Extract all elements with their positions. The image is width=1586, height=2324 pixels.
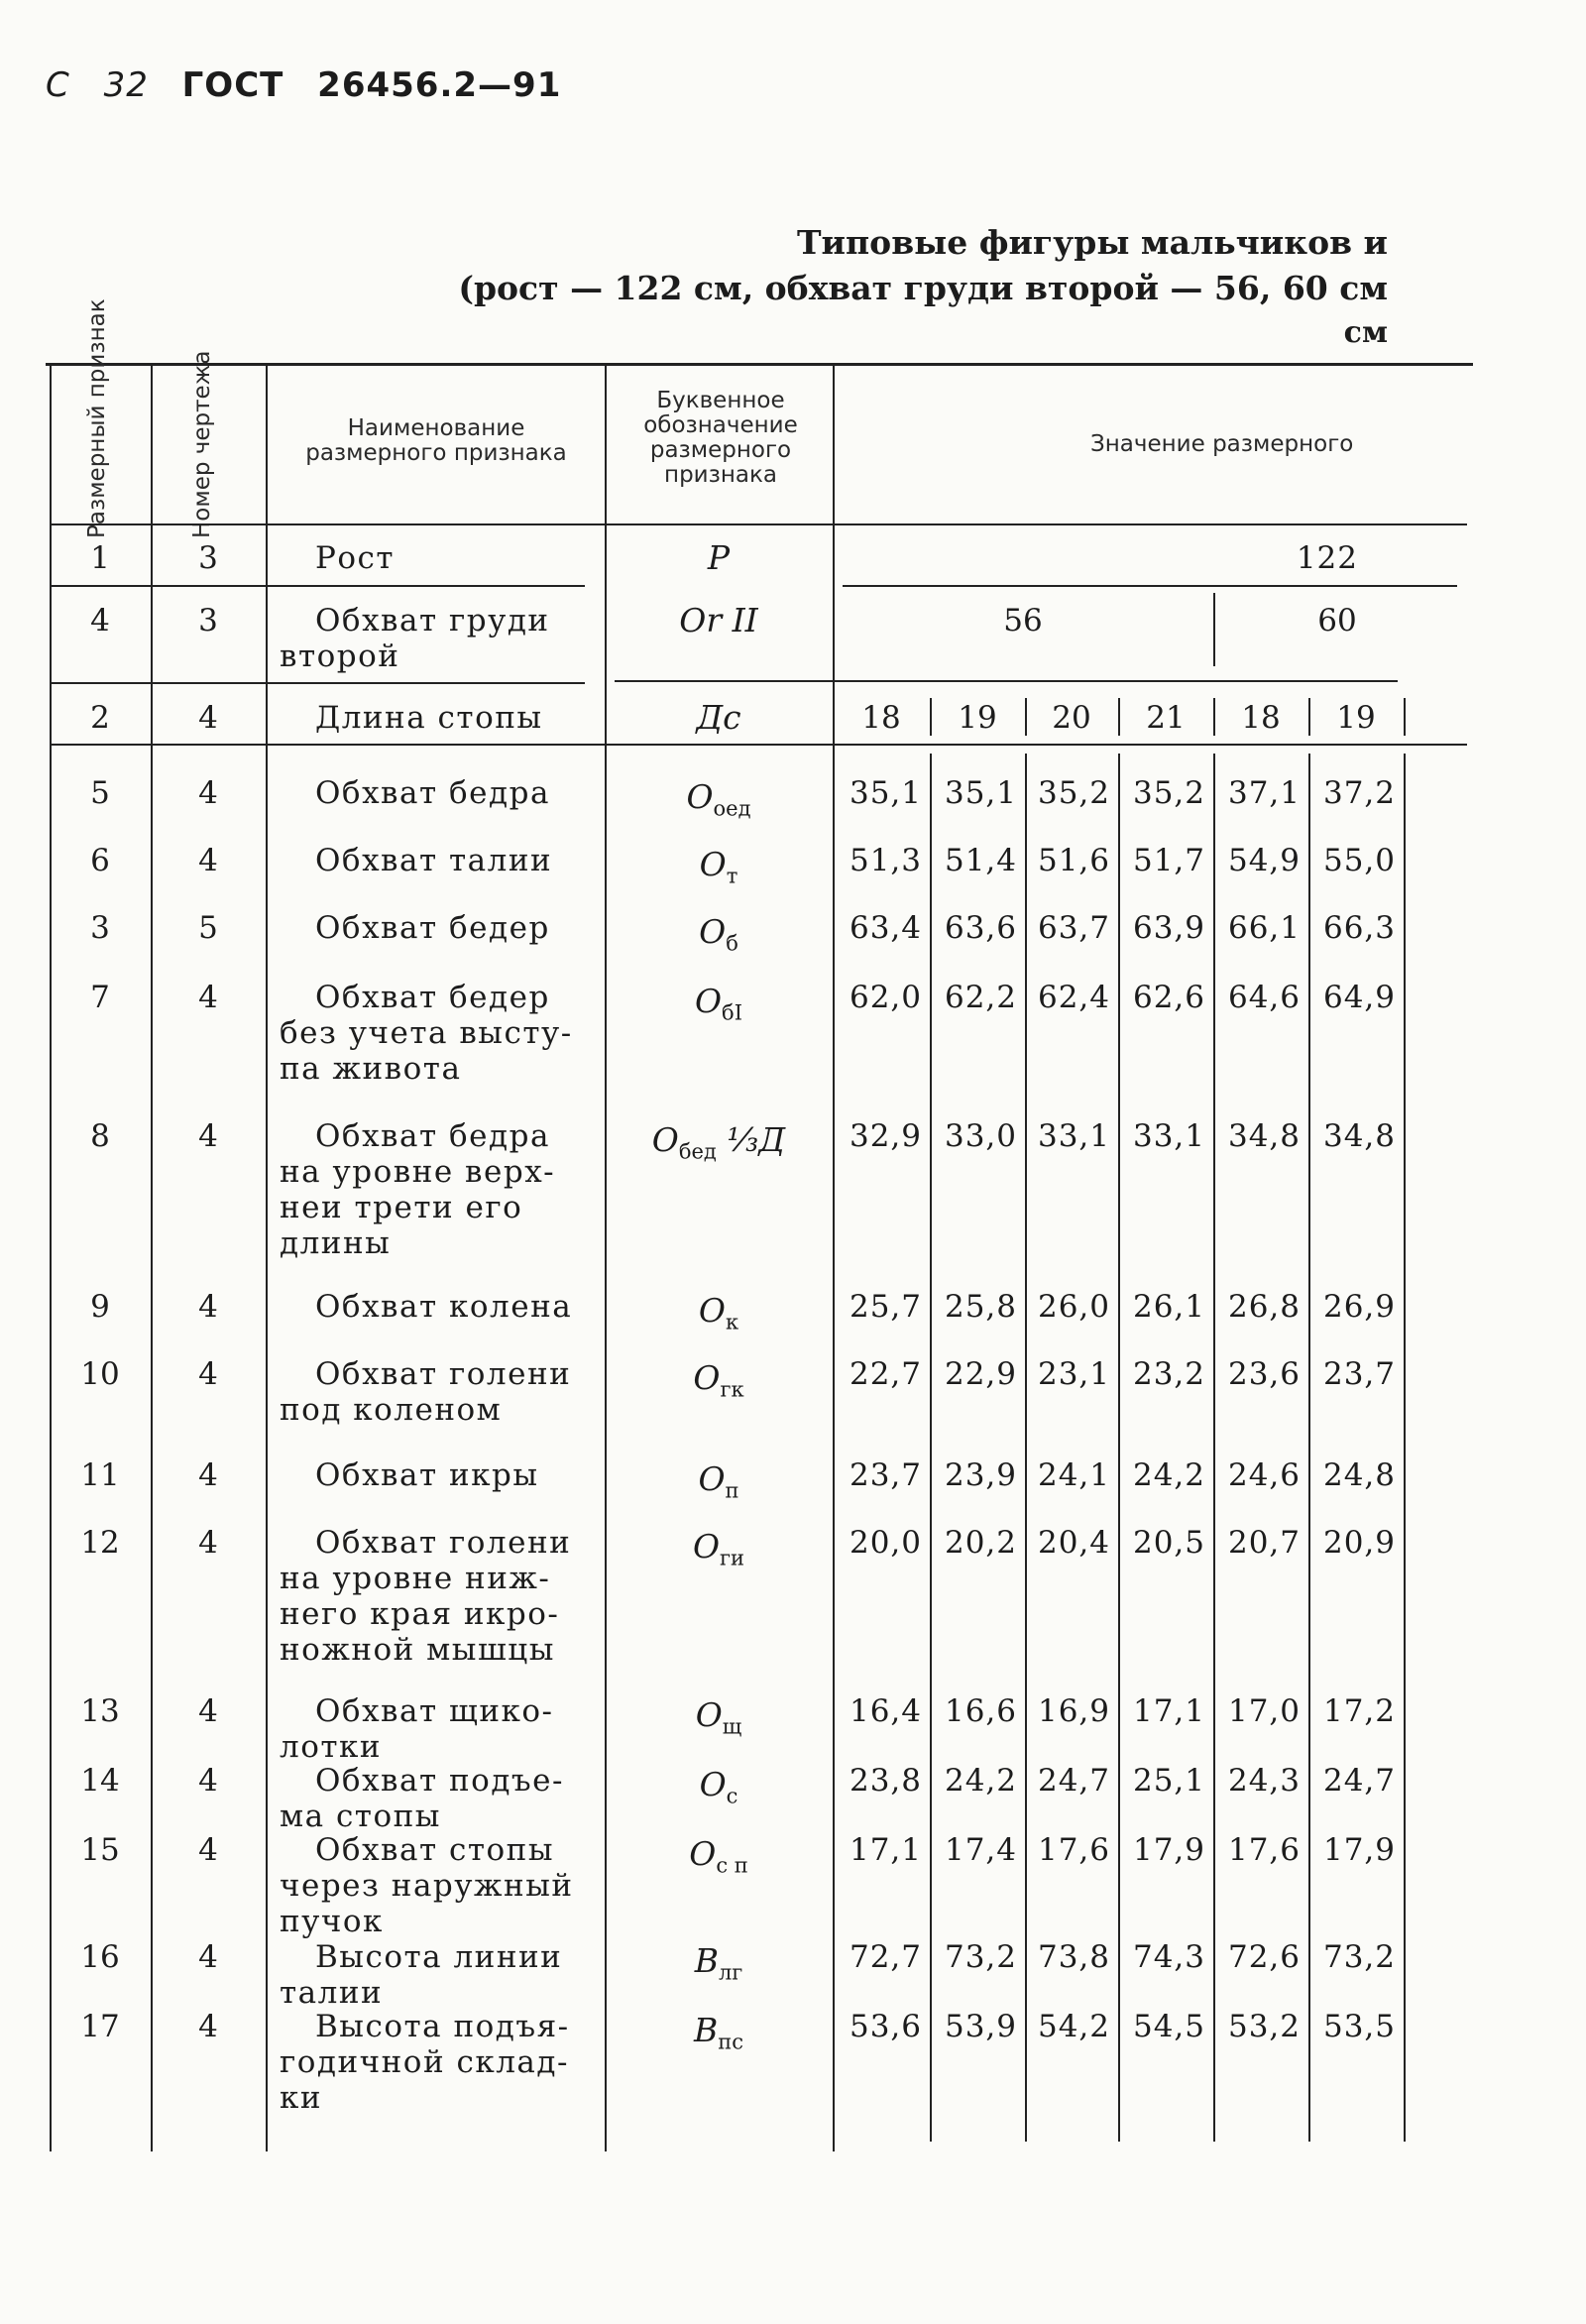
- row-name: Обхват щико-лотки: [280, 1693, 554, 1765]
- row-value: 53,9: [944, 2009, 1017, 2044]
- row-symbol: $В_{пс}$: [693, 2011, 744, 2054]
- row-value: 16,6: [944, 1693, 1017, 1729]
- row-value: 51,4: [944, 843, 1017, 878]
- row-drawing: 4: [198, 1289, 218, 1325]
- row-value: 64,9: [1322, 980, 1396, 1015]
- row-name: Обхват голени под коленом: [280, 1356, 572, 1428]
- row-value: 23,8: [849, 1763, 922, 1799]
- value-column-divider: [1308, 754, 1310, 2142]
- row-drawing: 4: [198, 1939, 218, 1975]
- row-value: 54,2: [1037, 2009, 1110, 2044]
- row-num: 10: [80, 1356, 120, 1392]
- row-value: 24,3: [1227, 1763, 1301, 1799]
- row-value: 63,7: [1037, 910, 1110, 946]
- row-value: 62,2: [944, 980, 1017, 1015]
- row-chest-value-60: 60: [1317, 603, 1357, 639]
- row-value: 35,2: [1037, 775, 1110, 811]
- row-symbol-subscript: бI: [722, 1000, 742, 1025]
- value-column-divider: [930, 754, 932, 2142]
- row-value: 17,2: [1322, 1693, 1396, 1729]
- row-symbol-subscript: с: [726, 1784, 738, 1808]
- row-value: 17,6: [1037, 1832, 1110, 1868]
- row-value: 33,0: [944, 1118, 1017, 1154]
- row-rost-symbol: Р: [707, 538, 731, 577]
- header-col-name: Наименование размерного признака: [305, 415, 567, 466]
- row-symbol: $О_с$: [699, 1765, 738, 1808]
- column-divider: [266, 365, 268, 2151]
- row-value: 17,0: [1227, 1693, 1301, 1729]
- row-drawing: 4: [198, 1693, 218, 1729]
- row-drawing: 5: [198, 910, 218, 946]
- row-symbol: $О_{бI}$: [694, 982, 742, 1025]
- row-value: 64,6: [1227, 980, 1301, 1015]
- row-value: 73,2: [1322, 1939, 1396, 1975]
- row-value: 26,1: [1132, 1289, 1205, 1325]
- value-column-divider: [1118, 754, 1120, 2142]
- row-symbol-subscript: т: [726, 864, 738, 888]
- title-line-1: Типовые фигуры мальчиков и: [797, 223, 1388, 262]
- row-symbol: $О_п$: [698, 1459, 739, 1503]
- table-top-rule: [46, 363, 1473, 366]
- row-value: 53,6: [849, 2009, 922, 2044]
- row-value: 51,7: [1132, 843, 1205, 878]
- row-foot-name: Длина стопы: [315, 700, 543, 736]
- row-separator: [843, 585, 1457, 587]
- row-foot-value: 18: [861, 700, 901, 736]
- row-num: 7: [90, 980, 110, 1015]
- row-value: 73,2: [944, 1939, 1017, 1975]
- page-number: 32: [103, 65, 149, 105]
- row-value: 66,3: [1322, 910, 1396, 946]
- row-value: 24,1: [1037, 1457, 1110, 1493]
- row-drawing: 4: [198, 775, 218, 811]
- row-value: 20,2: [944, 1525, 1017, 1561]
- row-symbol-subscript: бед: [678, 1139, 717, 1164]
- row-symbol-subscript: к: [725, 1310, 739, 1335]
- row-symbol: $О_{бед}$ ⅓Д: [651, 1120, 786, 1164]
- row-symbol-subscript: ги: [720, 1546, 745, 1570]
- row-value: 24,6: [1227, 1457, 1301, 1493]
- row-num: 17: [80, 2009, 120, 2044]
- row-value: 72,6: [1227, 1939, 1301, 1975]
- header-bottom-rule: [50, 523, 1467, 525]
- row-symbol-subscript: оед: [713, 796, 751, 821]
- row-name: Высота подъя-годичной склад-ки: [280, 2009, 570, 2116]
- row-value: 24,7: [1322, 1763, 1396, 1799]
- row-foot-value: 21: [1146, 700, 1186, 736]
- column-divider: [1213, 593, 1215, 666]
- row-value: 37,1: [1227, 775, 1301, 811]
- row-drawing: 4: [198, 1457, 218, 1493]
- row-num: 5: [90, 775, 110, 811]
- row-foot-symbol: Дс: [696, 698, 741, 737]
- row-value: 24,8: [1322, 1457, 1396, 1493]
- row-value: 23,6: [1227, 1356, 1301, 1392]
- row-value: 32,9: [849, 1118, 922, 1154]
- row-chest-name: Обхват груди второй: [280, 603, 550, 674]
- header-col-drawing-number: Номер чертежа: [189, 350, 215, 538]
- row-foot-num: 2: [90, 700, 110, 736]
- row-chest-num: 4: [90, 603, 110, 639]
- row-foot-value: 18: [1241, 700, 1281, 736]
- row-value: 17,1: [849, 1832, 922, 1868]
- value-column-divider: [1308, 698, 1310, 736]
- value-column-divider: [1025, 754, 1027, 2142]
- value-column-divider: [1025, 698, 1027, 736]
- page-letter: С: [46, 65, 70, 105]
- row-value: 35,2: [1132, 775, 1205, 811]
- row-num: 15: [80, 1832, 120, 1868]
- row-value: 20,4: [1037, 1525, 1110, 1561]
- table-title: [396, 220, 1388, 311]
- row-value: 20,7: [1227, 1525, 1301, 1561]
- row-value: 72,7: [849, 1939, 922, 1975]
- row-drawing: 4: [198, 1525, 218, 1561]
- row-name: Обхват бедер без учета высту-па живота: [280, 980, 573, 1087]
- row-foot-value: 20: [1052, 700, 1091, 736]
- row-value: 17,1: [1132, 1693, 1205, 1729]
- row-name: Обхват стопы через наружный пучок: [280, 1832, 574, 1939]
- row-value: 23,9: [944, 1457, 1017, 1493]
- row-num: 9: [90, 1289, 110, 1325]
- value-column-divider: [1213, 754, 1215, 2142]
- row-separator: [615, 680, 1398, 682]
- row-value: 23,2: [1132, 1356, 1205, 1392]
- row-value: 62,4: [1037, 980, 1110, 1015]
- row-name: Обхват бедра на уровне верх-неи трети его длины: [280, 1118, 556, 1261]
- row-value: 26,8: [1227, 1289, 1301, 1325]
- row-name: Обхват икры: [315, 1457, 539, 1493]
- row-value: 53,2: [1227, 2009, 1301, 2044]
- standard-name: ГОСТ: [181, 65, 284, 105]
- row-value: 51,6: [1037, 843, 1110, 878]
- row-value: 24,2: [1132, 1457, 1205, 1493]
- row-num: 3: [90, 910, 110, 946]
- header-col-value: Значение размерного: [1090, 431, 1354, 457]
- row-value: 53,5: [1322, 2009, 1396, 2044]
- row-symbol: $О_{с п}$: [689, 1834, 748, 1878]
- row-drawing: 4: [198, 843, 218, 878]
- row-value: 23,1: [1037, 1356, 1110, 1392]
- row-drawing: 4: [198, 1356, 218, 1392]
- row-value: 54,9: [1227, 843, 1301, 878]
- row-value: 26,0: [1037, 1289, 1110, 1325]
- row-value: 35,1: [944, 775, 1017, 811]
- row-value: 51,3: [849, 843, 922, 878]
- row-value: 74,3: [1132, 1939, 1205, 1975]
- row-value: 63,4: [849, 910, 922, 946]
- row-rost-drawing: 3: [198, 540, 218, 576]
- row-separator: [50, 682, 585, 684]
- row-symbol: $О_{гк}$: [693, 1358, 744, 1402]
- row-symbol-subscript: б: [726, 931, 738, 956]
- row-value: 62,6: [1132, 980, 1205, 1015]
- row-symbol: $О_щ$: [695, 1695, 742, 1739]
- row-drawing: 4: [198, 1763, 218, 1799]
- page-header: [46, 65, 583, 105]
- row-rost-name: Рост: [315, 540, 396, 576]
- row-value: 24,7: [1037, 1763, 1110, 1799]
- row-value: 17,6: [1227, 1832, 1301, 1868]
- row-value: 20,0: [849, 1525, 922, 1561]
- value-column-divider: [1404, 698, 1406, 736]
- row-value: 26,9: [1322, 1289, 1396, 1325]
- row-value: 34,8: [1322, 1118, 1396, 1154]
- row-value: 62,0: [849, 980, 922, 1015]
- row-symbol: $О_{оед}$: [686, 777, 751, 821]
- row-name: Обхват подъе-ма стопы: [280, 1763, 564, 1834]
- row-symbol: $О_к$: [698, 1291, 739, 1335]
- row-value: 66,1: [1227, 910, 1301, 946]
- row-value: 34,8: [1227, 1118, 1301, 1154]
- row-drawing: 4: [198, 1832, 218, 1868]
- row-value: 16,4: [849, 1693, 922, 1729]
- row-value: 54,5: [1132, 2009, 1205, 2044]
- row-value: 17,4: [944, 1832, 1017, 1868]
- row-name: Обхват бедер: [315, 910, 550, 946]
- row-num: 8: [90, 1118, 110, 1154]
- row-num: 14: [80, 1763, 120, 1799]
- row-value: 23,7: [849, 1457, 922, 1493]
- row-value: 22,7: [849, 1356, 922, 1392]
- row-rost-value: 122: [1296, 540, 1358, 576]
- value-column-divider: [1404, 754, 1406, 2142]
- standard-number: 26456.2—91: [317, 65, 562, 105]
- row-value: 33,1: [1037, 1118, 1110, 1154]
- row-value: 25,1: [1132, 1763, 1205, 1799]
- row-symbol: $О_т$: [699, 845, 738, 888]
- row-value: 63,6: [944, 910, 1017, 946]
- title-unit: см: [1343, 315, 1388, 350]
- row-symbol-subscript: п: [725, 1478, 739, 1503]
- row-name: Обхват голени на уровне ниж-него края икро-ножной мышцы: [280, 1525, 572, 1668]
- row-chest-drawing: 3: [198, 603, 218, 639]
- row-value: 17,9: [1132, 1832, 1205, 1868]
- row-value: 24,2: [944, 1763, 1017, 1799]
- value-column-divider: [930, 698, 932, 736]
- row-symbol: $О_{ги}$: [692, 1527, 745, 1570]
- row-value: 16,9: [1037, 1693, 1110, 1729]
- row-num: 6: [90, 843, 110, 878]
- row-chest-value-56: 56: [1003, 603, 1043, 639]
- row-foot-value: 19: [958, 700, 997, 736]
- row-symbol-suffix: ⅓Д: [716, 1120, 786, 1159]
- row-drawing: 4: [198, 2009, 218, 2044]
- row-symbol-subscript: пс: [718, 2030, 744, 2054]
- row-name: Обхват талии: [315, 843, 553, 878]
- header-col-symbol: Буквенное обозначение размерного признака: [643, 388, 798, 488]
- row-value: 25,8: [944, 1289, 1017, 1325]
- row-symbol-subscript: с п: [716, 1853, 748, 1878]
- row-foot-drawing: 4: [198, 700, 218, 736]
- row-value: 22,9: [944, 1356, 1017, 1392]
- row-symbol-subscript: лг: [718, 1960, 743, 1985]
- row-num: 12: [80, 1525, 120, 1561]
- row-value: 73,8: [1037, 1939, 1110, 1975]
- row-num: 13: [80, 1693, 120, 1729]
- row-value: 37,2: [1322, 775, 1396, 811]
- row-symbol: $В_{лг}$: [694, 1941, 743, 1985]
- row-symbol-subscript: щ: [722, 1714, 742, 1739]
- row-value: 17,9: [1322, 1832, 1396, 1868]
- row-value: 63,9: [1132, 910, 1205, 946]
- row-num: 16: [80, 1939, 120, 1975]
- row-value: 35,1: [849, 775, 922, 811]
- row-name: Обхват колена: [315, 1289, 573, 1325]
- row-drawing: 4: [198, 980, 218, 1015]
- row-rost-num: 1: [90, 540, 110, 576]
- row-name: Обхват бедра: [315, 775, 550, 811]
- row-value: 33,1: [1132, 1118, 1205, 1154]
- row-value: 20,5: [1132, 1525, 1205, 1561]
- title-line-2: (рост — 122 см, обхват груди второй — 56, 60 см: [458, 269, 1388, 307]
- header-col-size-feature: Размерный признак: [84, 298, 110, 538]
- row-value: 20,9: [1322, 1525, 1396, 1561]
- row-separator: [50, 585, 585, 587]
- row-symbol: $О_б$: [699, 912, 738, 956]
- row-value: 23,7: [1322, 1356, 1396, 1392]
- row-drawing: 4: [198, 1118, 218, 1154]
- row-num: 11: [80, 1457, 120, 1493]
- row-foot-value: 19: [1336, 700, 1376, 736]
- value-column-divider: [1213, 698, 1215, 736]
- row-name: Высота линии талии: [280, 1939, 563, 2011]
- row-chest-symbol: Оr II: [679, 601, 758, 639]
- subheader-bottom-rule: [50, 744, 1467, 746]
- row-value: 55,0: [1322, 843, 1396, 878]
- row-symbol-subscript: гк: [720, 1377, 744, 1402]
- value-column-divider: [1118, 698, 1120, 736]
- row-value: 25,7: [849, 1289, 922, 1325]
